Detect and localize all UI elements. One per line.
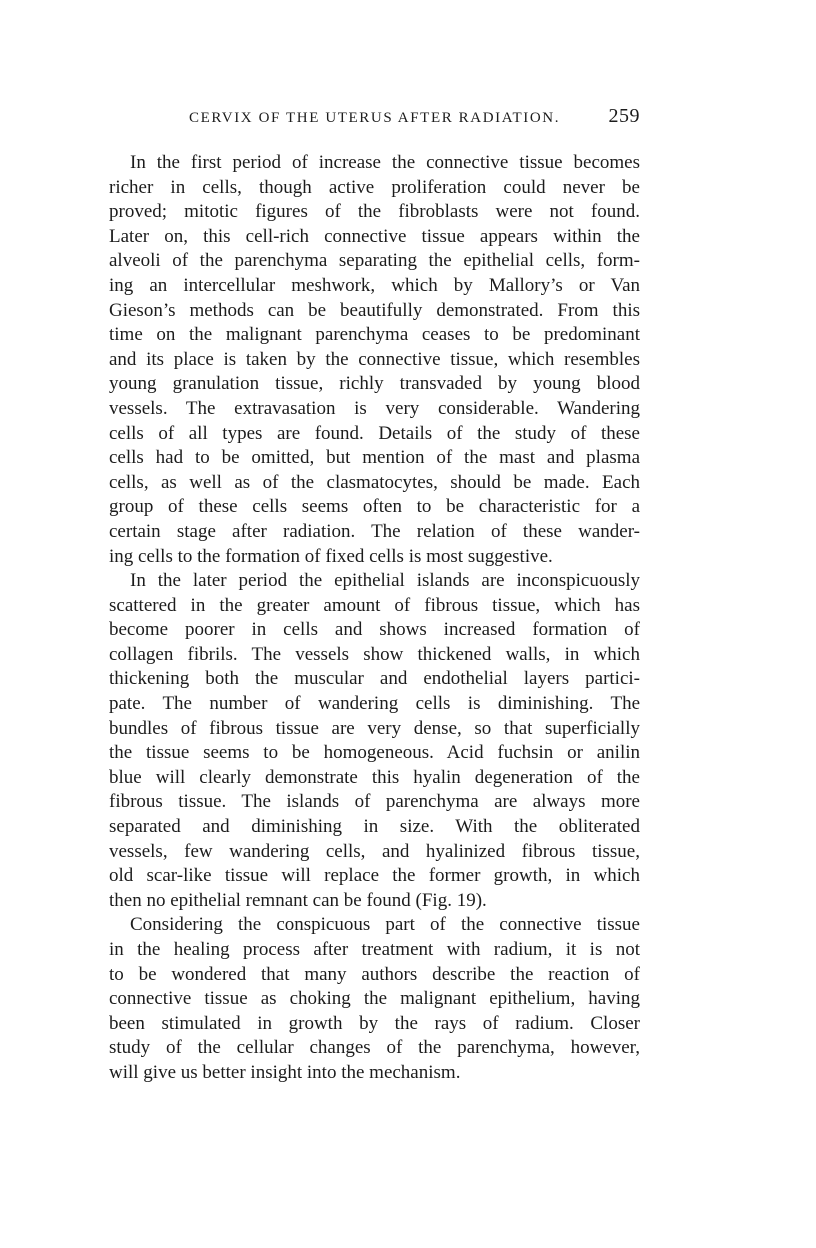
paragraph-1: [109, 151, 640, 569]
text-line: fibrous tissue. The islands of parenchyma are always more: [109, 791, 640, 813]
text-line: scattered in the greater amount of fibrous tissue, which has: [109, 594, 640, 616]
body-text: [109, 151, 640, 1086]
text-line: cells of all types are found. Details of the study of these: [109, 422, 640, 444]
text-line: cells, as well as of the clasmatocytes, should be made. Each: [109, 471, 640, 493]
text-line: separated and diminishing in size. With the obliterated: [109, 816, 640, 838]
running-head: [109, 100, 640, 140]
text-line: young granulation tissue, richly transvaded by young blood: [109, 373, 640, 395]
text-line: then no epithelial remnant can be found (Fig. 19).: [109, 889, 487, 911]
paragraph-2: [109, 569, 640, 913]
text-line: vessels. The extravasation is very considerable. Wandering: [109, 397, 640, 419]
text-line: been stimulated in growth by the rays of radium. Closer: [109, 1012, 640, 1034]
text-line: connective tissue as choking the malignant epithelium, having: [109, 988, 640, 1010]
text-line: become poorer in cells and shows increased formation of: [109, 619, 640, 641]
text-line: proved; mitotic figures of the fibroblasts were not found.: [109, 201, 640, 223]
text-line: cells had to be omitted, but mention of the mast and plasma: [109, 447, 640, 469]
text-line: richer in cells, though active proliferation could never be: [109, 176, 640, 198]
text-line: bundles of fibrous tissue are very dense, so that superficially: [109, 717, 640, 739]
text-line: Gieson’s methods can be beautifully demonstrated. From this: [109, 299, 640, 321]
text-line: in the healing process after treatment with radium, it is not: [109, 939, 640, 960]
text-line: blue will clearly demonstrate this hyalin degeneration of the: [109, 766, 640, 788]
text-line: thickening both the muscular and endothelial layers partici-: [109, 668, 640, 690]
text-line: the tissue seems to be homogeneous. Acid fuchsin or anilin: [109, 742, 640, 764]
text-line: study of the cellular changes of the parenchyma, however,: [109, 1037, 640, 1059]
text-line: ing cells to the formation of fixed cells is most suggestive.: [109, 545, 553, 567]
text-line: vessels, few wandering cells, and hyalinized fibrous tissue,: [109, 840, 640, 862]
text-line: pate. The number of wandering cells is diminishing. The: [109, 693, 640, 715]
text-line: Considering the conspicuous part of the connective tissue: [130, 914, 640, 936]
text-line: In the later period the epithelial islands are inconspicuously: [130, 570, 640, 592]
text-line: time on the malignant parenchyma ceases to be predominant: [109, 324, 640, 346]
text-line: and its place is taken by the connective tissue, which resembles: [109, 348, 640, 370]
page-number: 259: [608, 105, 640, 127]
text-line: In the first period of increase the connective tissue becomes: [130, 152, 640, 173]
text-line: group of these cells seems often to be characteristic for a: [109, 496, 640, 518]
paragraph-3: [109, 913, 640, 1085]
text-line: will give us better insight into the mechanism.: [109, 1061, 461, 1083]
text-line: old scar-like tissue will replace the former growth, in which: [109, 865, 640, 887]
book-page: [109, 100, 640, 1086]
running-title: CERVIX OF THE UTERUS AFTER RADIATION.: [189, 110, 561, 126]
text-line: certain stage after radiation. The relation of these wander-: [109, 520, 640, 542]
text-line: to be wondered that many authors describe the reaction of: [109, 963, 640, 985]
text-line: alveoli of the parenchyma separating the epithelial cells, form-: [109, 250, 640, 272]
text-line: ing an intercellular meshwork, which by Mallory’s or Van: [109, 274, 640, 296]
text-line: Later on, this cell-rich connective tissue appears within the: [109, 225, 640, 247]
text-line: collagen fibrils. The vessels show thickened walls, in which: [109, 643, 640, 665]
